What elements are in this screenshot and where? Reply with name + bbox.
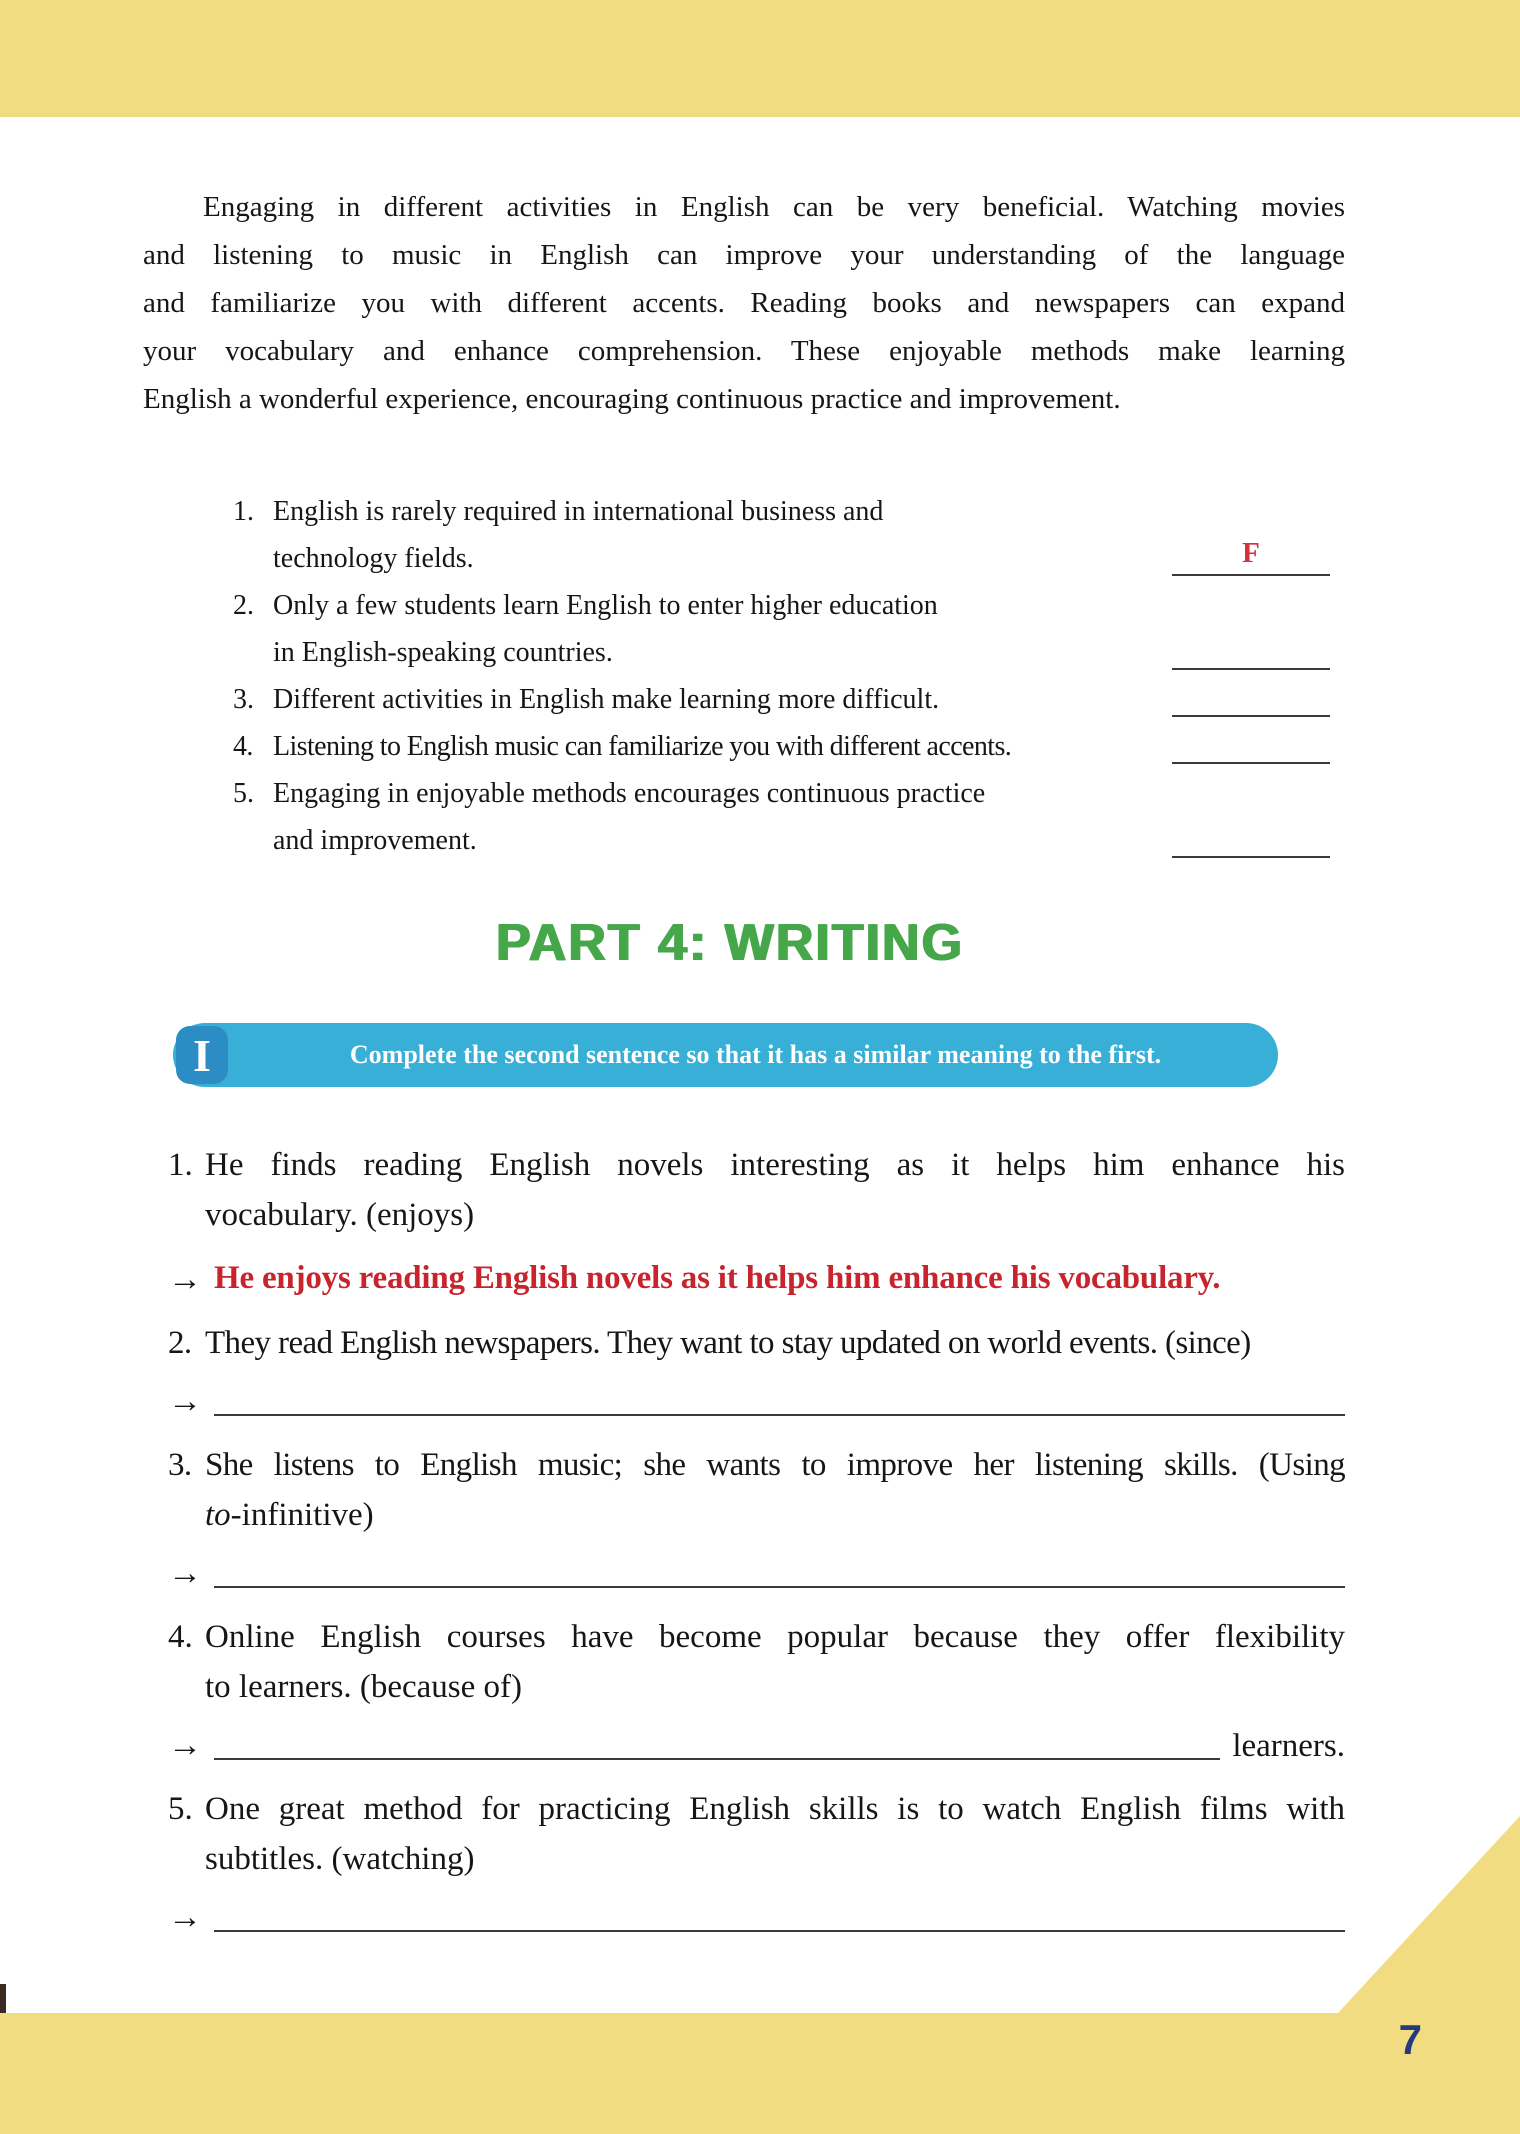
- statement-line: 4. Listening to English music can familiarize you with different accents.: [233, 723, 1152, 770]
- statement-row-3: [233, 676, 1330, 723]
- answer-blank[interactable]: [1172, 762, 1330, 764]
- writing-item-5: [168, 1784, 1345, 1940]
- paragraph-line: and familiarize you with different accents. Reading books and newspapers can expand: [143, 287, 1345, 319]
- writing-exercise-list: [168, 1140, 1345, 1940]
- write-in-blank[interactable]: [214, 1758, 1220, 1760]
- writing-item-number: 2.: [168, 1325, 192, 1361]
- writing-item-line: to-infinitive): [205, 1497, 374, 1533]
- answer-blank[interactable]: [1172, 532, 1330, 576]
- answer-letter: F: [1242, 537, 1260, 569]
- writing-item-1: [168, 1140, 1345, 1302]
- statement-row-5: [233, 770, 1330, 864]
- writing-item-line: subtitles. (watching): [205, 1841, 475, 1877]
- writing-item-line: to learners. (because of): [205, 1669, 522, 1705]
- reading-paragraph: [143, 183, 1345, 423]
- writing-item-number: 1.: [168, 1147, 193, 1183]
- statement-number: 1.: [233, 496, 254, 527]
- paragraph-line: English a wonderful experience, encouraging continuous practice and improvement.: [143, 383, 1121, 415]
- paragraph-line: your vocabulary and enhance comprehension. These enjoyable methods make learning: [143, 335, 1345, 367]
- top-yellow-band: [0, 0, 1520, 117]
- statement-line: technology fields.: [273, 543, 474, 574]
- write-in-blank[interactable]: [214, 1586, 1345, 1588]
- write-in-blank[interactable]: [214, 1930, 1345, 1932]
- after-blank-text: learners.: [1232, 1728, 1345, 1764]
- left-edge-print-mark: [0, 1984, 6, 2013]
- writing-item-line: 3. She listens to English music; she wants to improve her listening skills. (Using: [168, 1440, 1345, 1490]
- writing-item-number: 3.: [168, 1447, 192, 1483]
- answer-blank[interactable]: [1172, 668, 1330, 670]
- writing-item-line: 4. Online English courses have become popular because they offer flexibility: [168, 1612, 1345, 1662]
- statement-line: 2. Only a few students learn English to enter higher education: [233, 582, 1152, 629]
- statement-line: and improvement.: [273, 825, 477, 856]
- section-badge: I: [176, 1026, 228, 1084]
- answer-row: [168, 1374, 1345, 1424]
- answer-row: [168, 1890, 1345, 1940]
- arrow-icon: →: [168, 1727, 202, 1764]
- model-answer: He enjoys reading English novels as it helps him enhance his vocabulary.: [214, 1260, 1221, 1296]
- answer-row: [168, 1718, 1345, 1768]
- paragraph-line: and listening to music in English can improve your understanding of the language: [143, 239, 1345, 271]
- arrow-icon: →: [168, 1899, 202, 1936]
- writing-item-line: 5. One great method for practicing English skills is to watch English films with: [168, 1784, 1345, 1834]
- writing-item-number: 5.: [168, 1791, 193, 1827]
- writing-item-number: 4.: [168, 1619, 193, 1655]
- part-4-writing-title: PART 4: WRITING: [495, 914, 965, 972]
- answer-blank[interactable]: [1172, 715, 1330, 717]
- instruction-banner: [173, 1023, 1278, 1087]
- statement-number: 2.: [233, 590, 254, 621]
- writing-item-line: 2. They read English newspapers. They want to stay updated on world events. (since): [168, 1318, 1345, 1368]
- arrow-icon: →: [168, 1383, 202, 1420]
- instruction-text: Complete the second sentence so that it has a similar meaning to the first.: [349, 1040, 1162, 1069]
- writing-item-line: 1. He finds reading English novels interesting as it helps him enhance his: [168, 1140, 1345, 1190]
- statement-line: in English-speaking countries.: [273, 637, 613, 668]
- write-in-blank[interactable]: [214, 1414, 1345, 1416]
- writing-item-3: [168, 1440, 1345, 1596]
- statement-row-1: [233, 488, 1330, 582]
- statement-number: 4.: [233, 731, 253, 762]
- statement-line: 3. Different activities in English make learning more difficult.: [233, 676, 1152, 723]
- statement-line: 1. English is rarely required in international business and: [233, 488, 1152, 535]
- answer-row: [168, 1546, 1345, 1596]
- statement-row-4: [233, 723, 1330, 770]
- statement-line: 5. Engaging in enjoyable methods encourages continuous practice: [233, 770, 1152, 817]
- arrow-icon: →: [168, 1555, 202, 1592]
- arrow-icon: →: [168, 1261, 202, 1298]
- writing-item-2: [168, 1318, 1345, 1424]
- answer-row: [168, 1252, 1345, 1302]
- answer-blank[interactable]: [1172, 856, 1330, 858]
- true-false-statement-list: [233, 488, 1330, 864]
- statement-number: 3.: [233, 684, 254, 715]
- paragraph-line: Engaging in different activities in English can be very beneficial. Watching movies: [203, 191, 1345, 223]
- statement-number: 5.: [233, 778, 254, 809]
- writing-item-line: vocabulary. (enjoys): [205, 1197, 475, 1233]
- statement-row-2: [233, 582, 1330, 676]
- page-number: 7: [1398, 2016, 1422, 2063]
- writing-item-4: [168, 1612, 1345, 1768]
